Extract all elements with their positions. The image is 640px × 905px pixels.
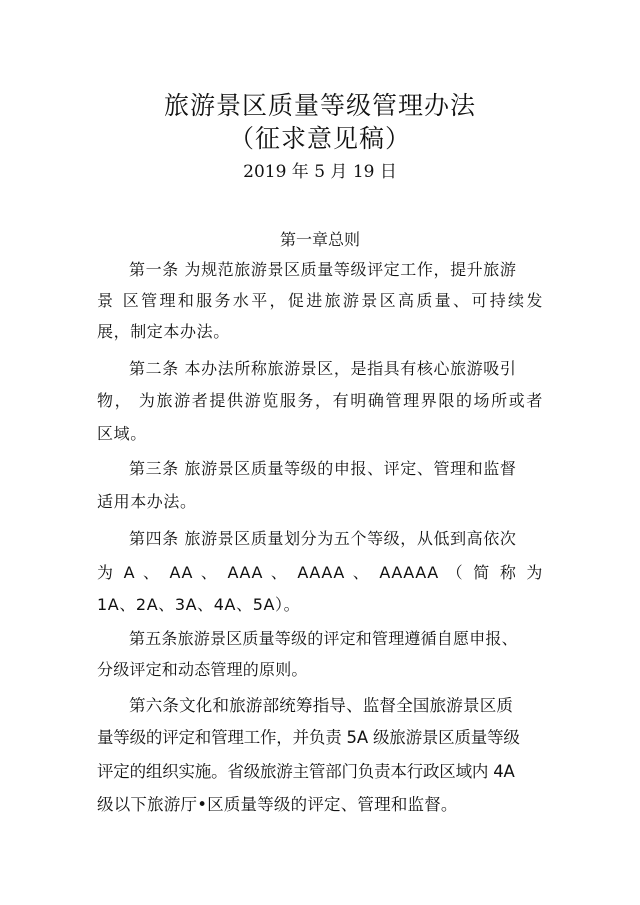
article-1-line-2: 景 区管理和服务水平，促进旅游景区高质量、可持续发 <box>97 291 543 310</box>
article-6-line-3: 评定的组织实施。省级旅游主管部门负责本行政区域内 4A <box>97 762 515 781</box>
article-2-line-1: 第二条 本办法所称旅游景区，是指具有核心旅游吸引 <box>129 359 517 378</box>
article-5-line-2: 分级评定和动态管理的原则。 <box>97 660 308 679</box>
document-title: 旅游景区质量等级管理办法 <box>163 91 476 120</box>
document-date: 2019 年 5 月 19 日 <box>243 162 397 182</box>
article-3-line-1: 第三条 旅游景区质量等级的申报、评定、管理和监督 <box>129 459 517 478</box>
article-5-line-1: 第五条旅游景区质量等级的评定和管理遵循自愿申报、 <box>129 629 518 648</box>
document-subtitle: （征求意见稿） <box>228 124 411 153</box>
article-1-line-1: 第一条 为规范旅游景区质量等级评定工作，提升旅游 <box>129 260 517 279</box>
article-6-line-2: 量等级的评定和管理工作，并负责 5A 级旅游景区质量等级 <box>97 728 520 747</box>
article-6-line-1: 第六条文化和旅游部统筹指导、监督全国旅游景区质 <box>129 696 514 715</box>
article-4-line-1: 第四条 旅游景区质量划分为五个等级，从低到高依次 <box>129 529 517 548</box>
article-4-line-3: 1A、2A、3A、4A、5A）。 <box>97 595 301 614</box>
article-2-line-3: 区域。 <box>97 424 147 443</box>
article-6-line-4: 级以下旅游厅•区质量等级的评定、管理和监督。 <box>97 795 458 814</box>
article-3-line-2: 适用本办法。 <box>97 492 197 511</box>
chapter-heading: 第一章总则 <box>279 230 360 249</box>
article-4-line-2: 为 A 、 AA 、 AAA 、 AAAA 、 AAAAA （ 简 称 为 <box>97 563 543 582</box>
article-1-line-3: 展，制定本办法。 <box>97 322 230 341</box>
article-2-line-2: 物， 为旅游者提供游览服务，有明确管理界限的场所或者 <box>97 391 543 410</box>
